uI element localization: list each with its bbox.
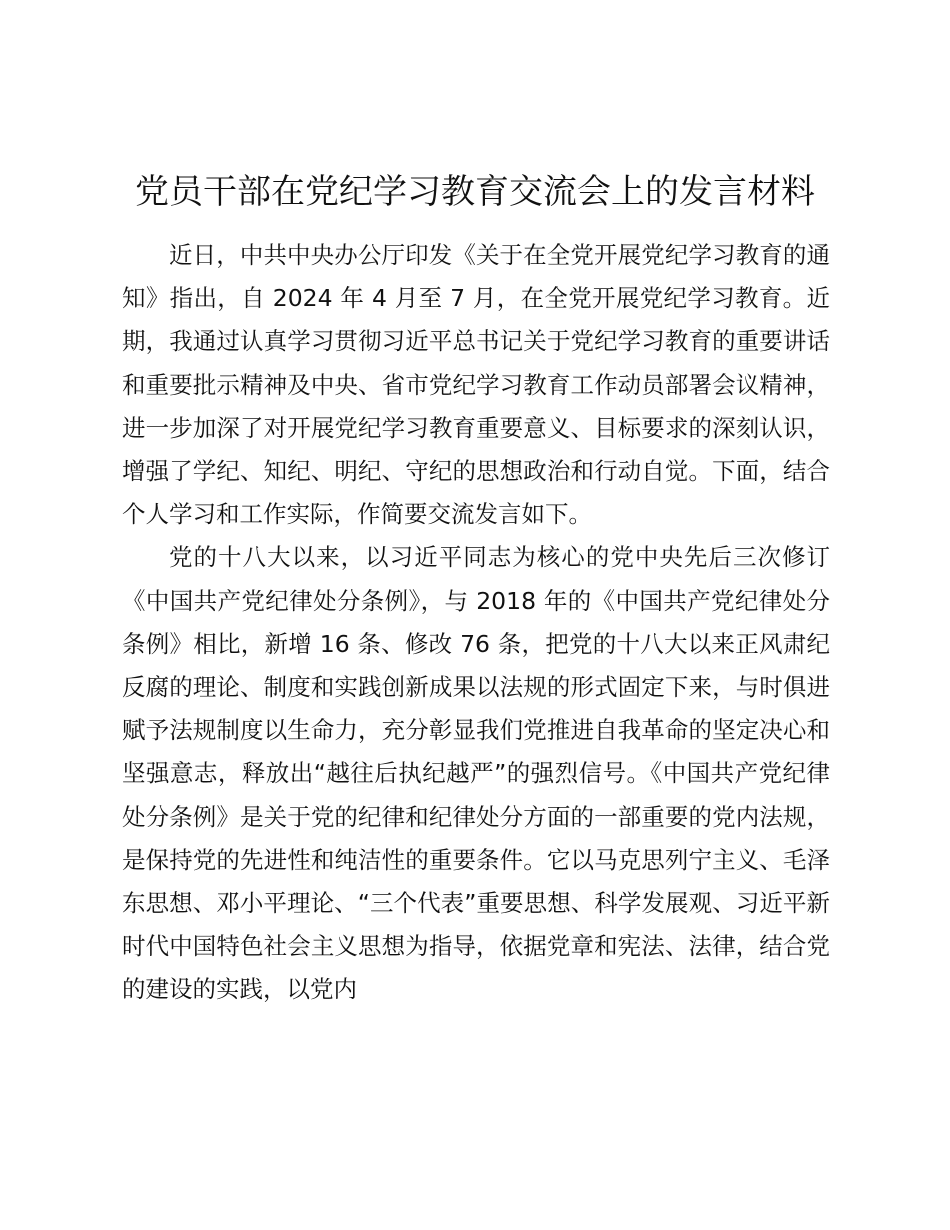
document-body	[122, 234, 830, 1012]
document-title: 党员干部在党纪学习教育交流会上的发言材料	[135, 172, 815, 212]
paragraph-1: 近日，中共中央办公厅印发《关于在全党开展党纪学习教育的通知》指出，自 2024 年 4 月至 7 月，在全党开展党纪学习教育。近期，我通过认真学习贯彻习近平总书记关于党纪学习教育的重要讲话和重要批示精神及中央、省市党纪学习教育工作动员部署会议精神，进一步加深了对开展党纪学习教育重要意义、目标要求的深刻认识，增强了学纪、知纪、明纪、守纪的思想政治和行动自觉。下面，结合个人学习和工作实际，作简要交流发言如下。	[122, 241, 830, 529]
paragraph-2: 党的十八大以来，以习近平同志为核心的党中央先后三次修订《中国共产党纪律处分条例》，与 2018 年的《中国共产党纪律处分条例》相比，新增 16 条、修改 76 条，把党的十八大以来正风肃纪反腐的理论、制度和实践创新成果以法规的形式固定下来，与时俱进赋予法规制度以生命力，充分彰显我们党推进自我革命的坚定决心和坚强意志，释放出“越往后执纪越严”的强烈信号。《中国共产党纪律处分条例》是关于党的纪律和纪律处分方面的一部重要的党内法规，是保持党的先进性和纯洁性的重要条件。它以马克思列宁主义、毛泽东思想、邓小平理论、“三个代表”重要思想、科学发展观、习近平新时代中国特色社会主义思想为指导，依据党章和宪法、法律，结合党的建设的实践，以党内	[122, 543, 830, 1004]
